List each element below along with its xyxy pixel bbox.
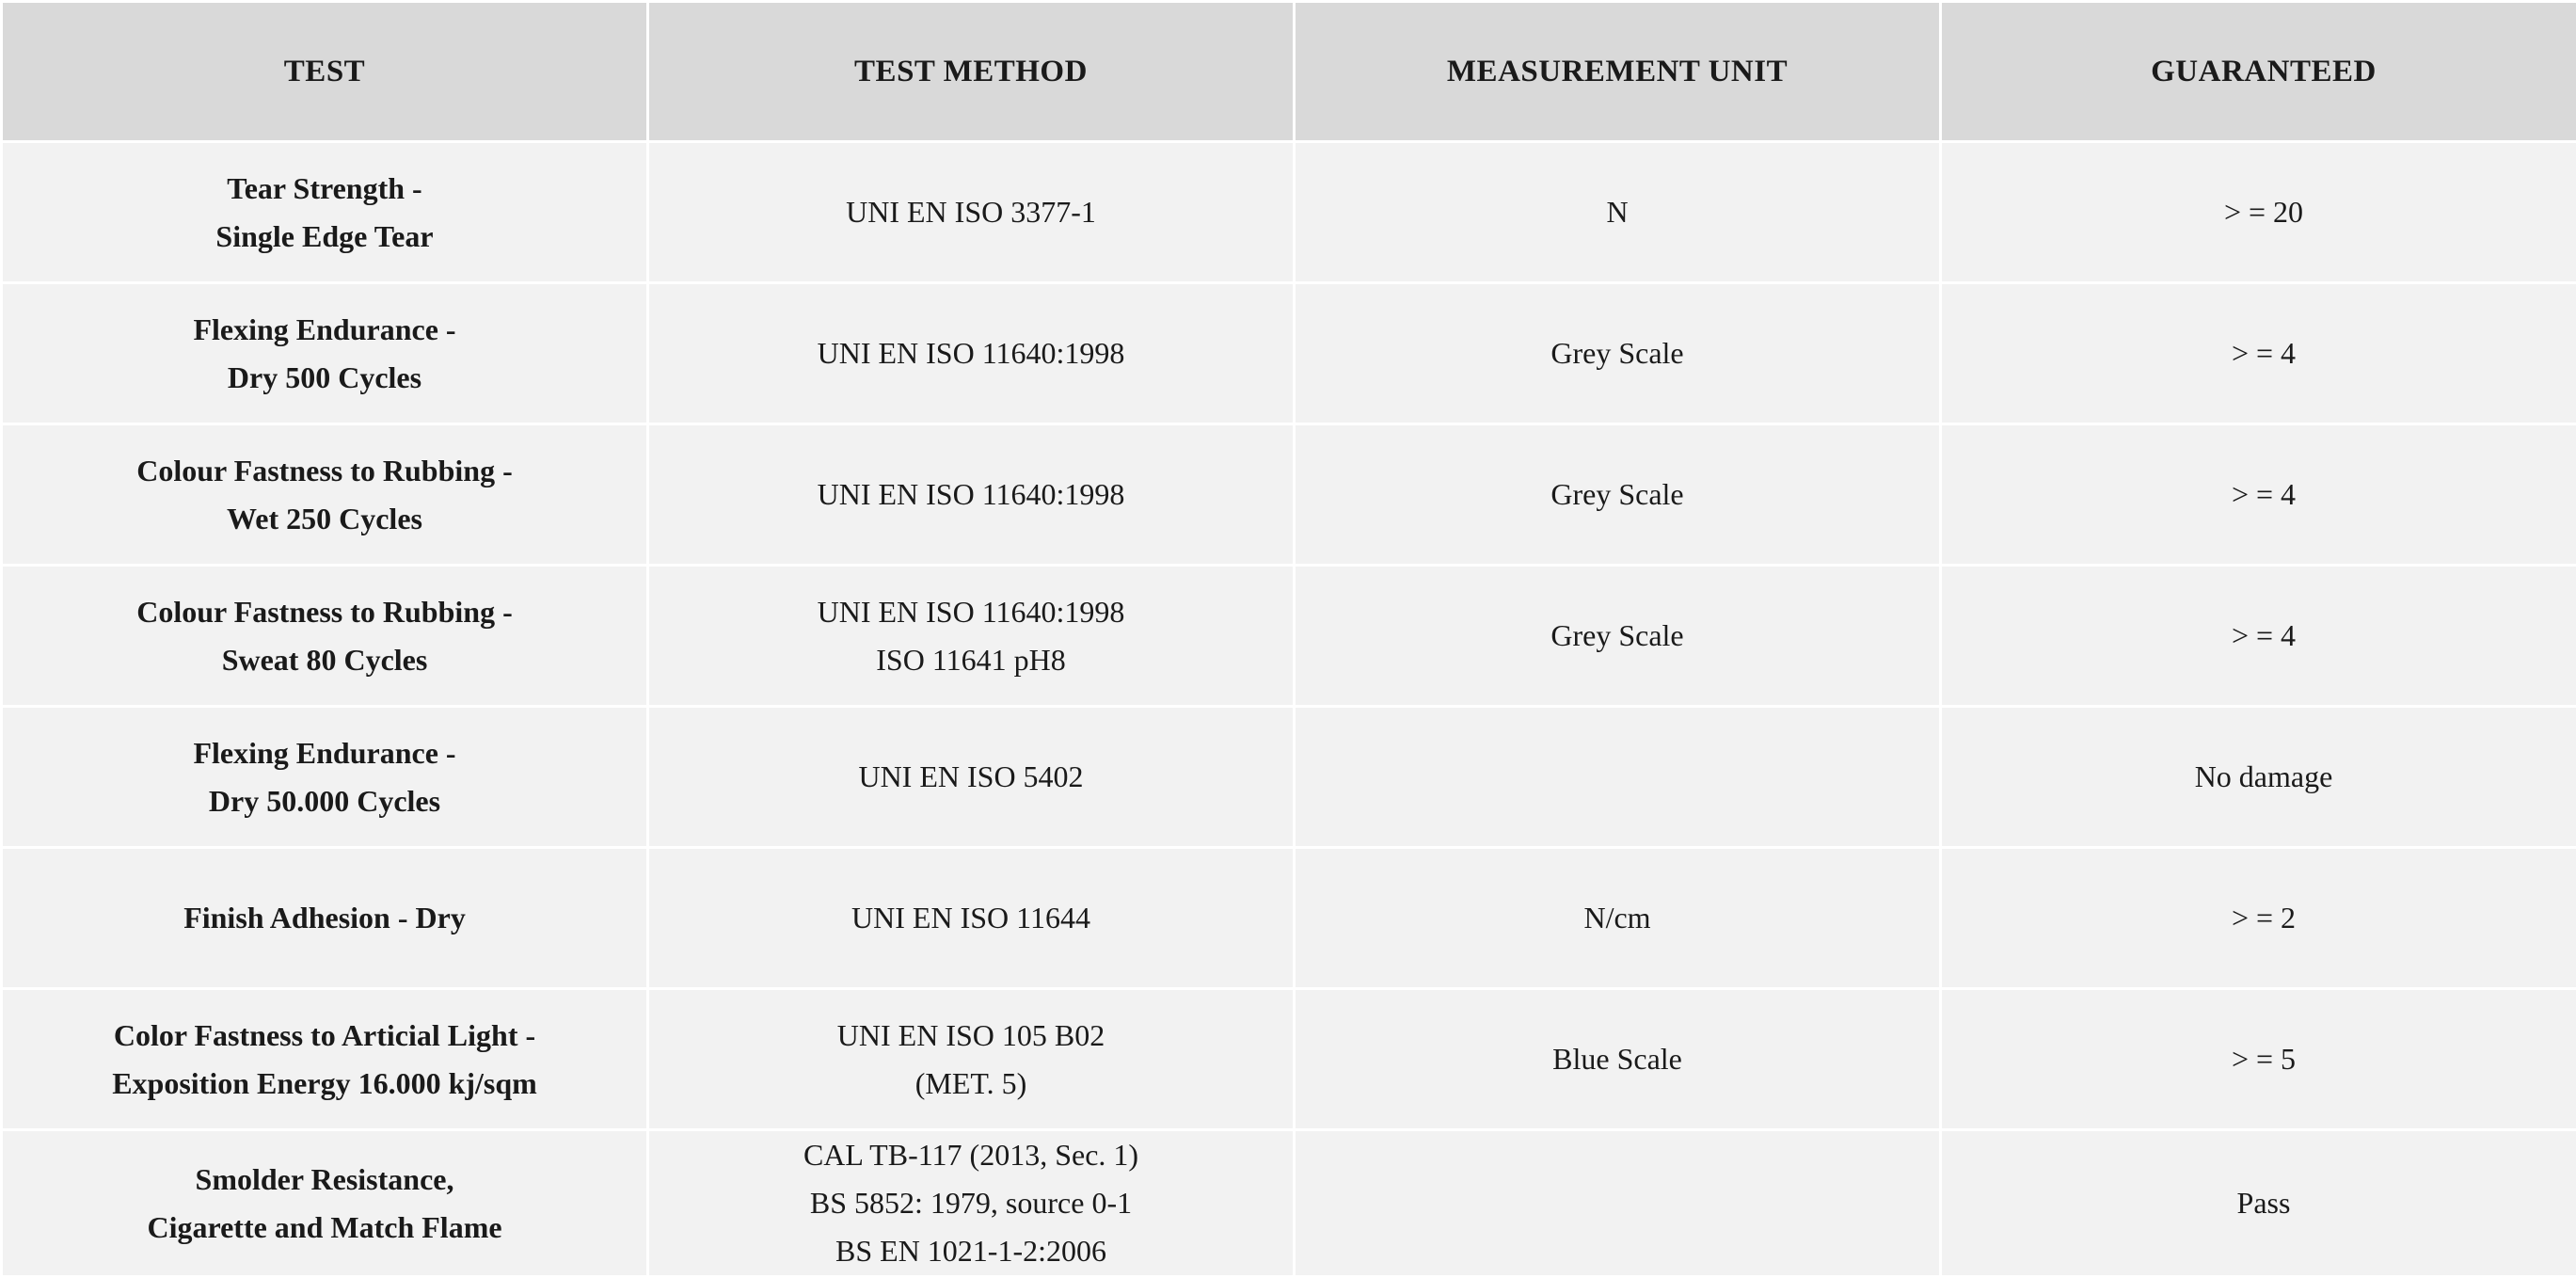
cell-method (649, 567, 1293, 705)
cell-unit: N/cm (1296, 849, 1939, 987)
method-line: ISO 11641 pH8 (876, 642, 1066, 677)
method-line: UNI EN ISO 11640:1998 (817, 594, 1125, 629)
method-line: UNI EN ISO 11640:1998 (817, 477, 1125, 511)
cell-unit: N (1296, 143, 1939, 281)
table-row (3, 1131, 2576, 1275)
cell-method (649, 425, 1293, 564)
cell-guaranteed: > = 4 (1942, 567, 2576, 705)
method-line: UNI EN ISO 5402 (858, 759, 1084, 793)
cell-test (3, 708, 646, 846)
table-row (3, 990, 2576, 1128)
header-test-method: TEST METHOD (649, 3, 1293, 140)
table-row (3, 567, 2576, 705)
table-row (3, 143, 2576, 281)
test-line: Finish Adhesion - Dry (183, 901, 466, 935)
method-line: CAL TB-117 (2013, Sec. 1) (803, 1138, 1139, 1172)
header-row (3, 3, 2576, 140)
test-line: Flexing Endurance - (193, 312, 456, 346)
method-line: UNI EN ISO 11644 (851, 901, 1090, 935)
header-guaranteed: GUARANTEED (1942, 3, 2576, 140)
method-line: BS 5852: 1979, source 0-1 (809, 1186, 1133, 1220)
cell-test (3, 990, 646, 1128)
cell-test (3, 143, 646, 281)
cell-method (649, 849, 1293, 987)
cell-test (3, 425, 646, 564)
test-line: Dry 500 Cycles (227, 359, 422, 394)
test-line: Color Fastness to Articial Light - (113, 1017, 536, 1052)
table-body (3, 143, 2576, 1275)
header-test: TEST (3, 3, 646, 140)
cell-method (649, 284, 1293, 423)
test-line: Flexing Endurance - (193, 735, 456, 770)
test-line: Smolder Resistance, (195, 1161, 454, 1196)
cell-guaranteed: > = 2 (1942, 849, 2576, 987)
test-line: Dry 50.000 Cycles (208, 783, 441, 818)
method-line: UNI EN ISO 11640:1998 (817, 336, 1125, 370)
cell-test (3, 849, 646, 987)
cell-unit: Blue Scale (1296, 990, 1939, 1128)
test-line: Colour Fastness to Rubbing - (136, 453, 513, 487)
test-line: Single Edge Tear (215, 218, 434, 253)
cell-unit (1296, 708, 1939, 846)
table-header (3, 3, 2576, 140)
method-line: BS EN 1021-1-2:2006 (835, 1234, 1106, 1268)
cell-test (3, 284, 646, 423)
test-line: Tear Strength - (227, 170, 422, 205)
cell-method (649, 143, 1293, 281)
table-row (3, 849, 2576, 987)
cell-unit: Grey Scale (1296, 425, 1939, 564)
method-line: (MET. 5) (914, 1065, 1027, 1100)
cell-guaranteed: > = 20 (1942, 143, 2576, 281)
cell-method (649, 1131, 1293, 1275)
table-row (3, 284, 2576, 423)
cell-unit: Grey Scale (1296, 567, 1939, 705)
cell-method (649, 990, 1293, 1128)
header-measurement-unit: MEASUREMENT UNIT (1296, 3, 1939, 140)
cell-unit: Grey Scale (1296, 284, 1939, 423)
method-line: UNI EN ISO 105 B02 (836, 1017, 1105, 1052)
cell-unit (1296, 1131, 1939, 1275)
cell-guaranteed: Pass (1942, 1131, 2576, 1275)
test-line: Cigarette and Match Flame (147, 1209, 502, 1244)
test-line: Exposition Energy 16.000 kj/sqm (112, 1065, 537, 1100)
method-line: UNI EN ISO 3377-1 (846, 195, 1096, 229)
cell-method (649, 708, 1293, 846)
table-row (3, 708, 2576, 846)
table-row (3, 425, 2576, 564)
cell-test (3, 567, 646, 705)
test-line: Colour Fastness to Rubbing - (136, 594, 513, 629)
cell-guaranteed: > = 4 (1942, 284, 2576, 423)
test-line: Sweat 80 Cycles (221, 642, 428, 677)
cell-guaranteed: > = 5 (1942, 990, 2576, 1128)
test-line: Wet 250 Cycles (227, 501, 422, 535)
cell-guaranteed: No damage (1942, 708, 2576, 846)
cell-guaranteed: > = 4 (1942, 425, 2576, 564)
cell-test (3, 1131, 646, 1275)
